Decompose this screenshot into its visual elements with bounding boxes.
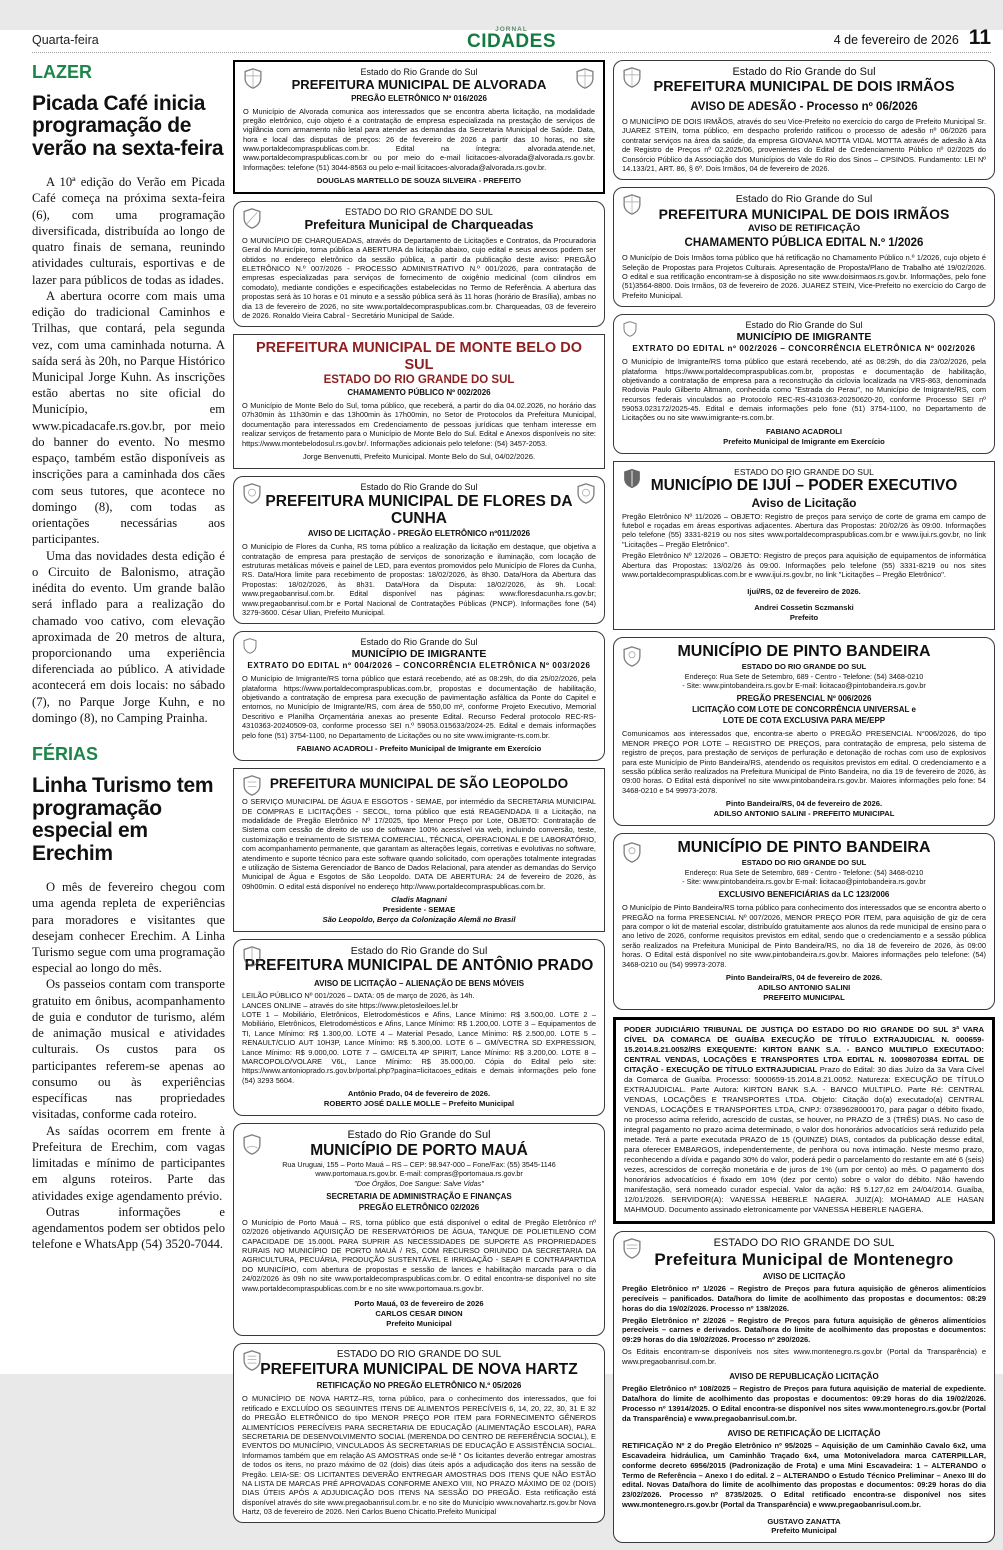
notice-subject: EXTRATO DO EDITAL nº 004/2026 – CONCORRÊNCIA ELETRÔNICA Nº 003/2026	[247, 661, 591, 671]
notice-signer-name: ADILSO ANTONIO SALINI	[757, 982, 851, 992]
notice-state: Estado do Rio Grande do Sul	[347, 1128, 491, 1141]
article-title-picada-cafe: Picada Café inicia programação de verão na sexta-feira	[32, 91, 224, 160]
notice-signer-role: Prefeito Municipal de Imigrante em Exercício	[723, 436, 885, 446]
notice-entity: Prefeitura Municipal de Charqueadas	[304, 216, 534, 232]
coat-of-arms-icon	[623, 646, 641, 667]
notice-place-date: Antônio Prado, 04 de fevereiro de 2026.	[347, 1089, 491, 1099]
notice-flores-da-cunha	[233, 476, 605, 625]
notice-body: O SERVIÇO MUNICIPAL DE ÁGUA E ESGOTOS - SEMAE, por intermédio da SECRETARIA MUNICIPAL DE COMPRAS E LICITAÇÕES - SECOL, torna público que está REAGENDADA II a Licitação, na modalidade de Pregão Eletrônico Nº 17/2025, tipo Menor Preço por Lote, OBJETO: Contratação de Sistema com cessão de direito de uso de software 100% acessível via web, incluindo conversão, teste, customização e treinamento de SISTEMA COMERCIAL, TÉCNICA, OPERACIONAL E DE LABORATÓRIO, com acompanhamento permanente, que garantam as alterações legais, corretivas e evolutivas no software, atendimento e suporte técnico para este software quando solicitado, com operações totalmente integradas e utilização de Sistema Gerenciador de Banco de Dados Relacional, para atender as demandas do Serviço Municipal de Água e Esgotos de São Leopoldo. DATA DE ABERTURA: 24 de fevereiro de 2026, às 09h00min. O edital está disponível no endereço http://www.portaldecompraspublicas.com.br.	[242, 797, 596, 891]
notice-body: O Município de Porto Mauá – RS, torna público que está disponível o edital de Pregão Eletrônico nº 02/2026 objetivando AQUISIÇÃO DE RESERVATÓRIOS DE ÁGUA, TANQUE DE POLIETILENO COM CAPACIDADE DE 15.000L PARA SUPRIR AS NECESSIDADES DE SUPORTE AS PROPRIEDADES RURAIS NO MUNICÍPIO DE PORTO MAUÁ / RS, COM RECURSO ORIUNDO DA SECRETARIA DA AGRICULTURA, PECUÁRIA, PRODUÇÃO SUSTENTÁVEL E IRRIGAÇÃO - SEAPI E CONTRAPARTIDA DO MUNICÍPIO, com abertura de propostas e sessão de lances e habilitação marcada para o dia 24/02/2026 às 09h no site www.portaldecompraspublicas.com.br. O edital encontra-se disponível no site www.portaldecompraspublicas.com.br e no site www.portomaua.rs.gov.br.	[242, 1217, 596, 1293]
notice-subject: Aviso de Licitação	[751, 495, 857, 510]
notice-signer-role: PREFEITO MUNICIPAL	[763, 992, 845, 1002]
notice-signature: DOUGLAS MARTELLO DE SOUZA SILVEIRA - PREFEITO	[316, 176, 522, 186]
section-kicker-ferias: FÉRIAS	[32, 744, 99, 765]
notice-state: ESTADO DO RIO GRANDE DO SUL	[323, 373, 515, 386]
notice-signer-name: CARLOS CESAR DINON	[375, 1308, 463, 1318]
notice-address: Endereço: Rua Sete de Setembro, 689 - Centro - Telefone: (54) 3468-0210	[684, 867, 924, 877]
coat-of-arms-icon	[623, 321, 637, 337]
coat-of-arms-icon	[243, 1350, 261, 1371]
notice-body: O Município de Dois Irmãos torna público que há retificação no Chamamento Público n.º 1/2026, cujo objeto é Seleção de Propostas para Projetos Culturais. Apresentação de Proposta/Plano de Trabalho até 19/02/2026. O edital e sua retificação encontram-se à disposição no site www.doisirmaos.rs.gov.br. Informações, pelo fone (51)3564-8800. Dois Irmãos, 03 de fevereiro de 2026. JUAREZ STEIN, Vice-Prefeito no exercício do Cargo de Prefeito Municipal.	[622, 253, 986, 300]
notice-entity: MUNICÍPIO DE IJUÍ – PODER EXECUTIVO	[650, 476, 958, 494]
notice-entity: Prefeitura Municipal de Montenegro	[654, 1249, 954, 1269]
notice-subject: PREGÃO ELETRÔNICO Nº 016/2026	[351, 93, 487, 103]
notice-imigrante-002	[613, 314, 995, 453]
notice-address: Endereço: Rua Sete de Setembro, 689 - Centro - Telefone: (54) 3468-0210	[684, 671, 924, 681]
notice-signature: Jorge Benvenutti, Prefeito Municipal. Monte Belo do Sul, 04/02/2026.	[302, 451, 536, 461]
notice-subject: AVISO DE LICITAÇÃO - PREGÃO ELETRÔNICO nº011/2026	[307, 529, 531, 539]
notice-signer-role: Presidente - SEMAE	[382, 905, 456, 915]
notice-poder-judiciario	[613, 1017, 995, 1224]
article-paragraph: O mês de fevereiro chegou com uma agenda repleta de experiências para moradores e visitantes que desejam conhecer Erechim. A Linha Turismo segue com uma programação especial ao longo do mês.	[32, 880, 225, 976]
notice-subject: AVISO DE ADESÃO - Processo nº 06/2026	[690, 100, 918, 113]
notice-charqueadas	[233, 201, 605, 327]
notice-subject: LOTE DE COTA EXCLUSIVA PARA ME/EPP	[722, 716, 886, 726]
notice-state: Estado do Rio Grande do Sul	[745, 320, 863, 331]
article-paragraph: Outras informações e agendamentos podem ser obtidos pelo telefone e WhatsApp (54) 3520-7044.	[32, 1204, 225, 1252]
notice-place-date: Pinto Bandeira/RS, 04 de fevereiro de 2026.	[725, 973, 883, 983]
notice-state: ESTADO DO RIO GRANDE DO SUL	[741, 858, 867, 868]
notice-body	[624, 1025, 984, 1215]
notice-signer-role: Prefeito Municipal	[771, 1526, 837, 1536]
notice-entity: MUNICÍPIO DE PINTO BANDEIRA	[677, 838, 931, 856]
page-body	[0, 53, 1003, 1550]
notice-body: O MUNICÍPIO DE NOVA HARTZ–RS, torna público, para o conhecimento dos interessados, que foi retificado e EXCLUÍDO OS SEGUINTES ITENS DE ALIMENTOS PERECÍVEIS 6, 14, 20, 22, 30, 31 E 32 do PREGÃO ELETRÔNICO do tipo MENOR PREÇO POR ITEM para FORNECIMENTO GÊNEROS ALIMENTÍCIOS PERECÍVEIS PARA SECRETARIA DE EDUCAÇÃO (ALIMENTAÇÃO ESCOLAR), PARA SECRETARIA DE DESENVOLVIMENTO SOCIAL (MERENDA DO CENTRO DE REFERÊNCIA SOCIAL), E EVENTOS DO MUNICÍPIO, VINCULADOS ÀS SECRETARIAS DE EDUCAÇÃO E ASSISTÊNCIA SOCIAL. Informamos também que em relação AS AMOSTRAS onde se-lê " Os licitantes deverão entregar amostras de todos os itens, no prazo máximo de 02 (dois) dias úteis após a adjudicação dos itens na sessão de Pregão. LEIA-SE: OS LICITANTES DEVERÃO ENTREGAR AMOSTRAS DOS ITENS QUE NÃO ESTÃO NA LISTA DE MARCAS PRÉ APROVADAS CONFORME ANEXO VIII, NO PRAZO MÁXIMO DE 02 (DOIS) DIAS ÚTEIS APÓS A ADJUDICAÇÃO DOS ITENS NA SESSÃO DO PREGÃO. Esta retificação está disponível através do site www.pregaobanrisul.com.br. e no site do Município www.novahartz.rs.gov.br Nova Hartz, 03 de fevereiro de 2026. Neri Carlos Bueno Chicatto.Prefeito Municipal	[242, 1394, 596, 1517]
notice-note: Os Editais encontram-se disponíveis nos sites www.montenegro.rs.gov.br (Portal da Transparência) e www.pregaobanrisul.com.br.	[622, 1346, 986, 1366]
page-header	[32, 25, 991, 53]
edital-text: Prazo do Edital: 30 dias Juízo da 3a Vara Cível da Comarca de Guaíba. Processo: 5000659-15.2014.8.21.0052. Natureza: EXECUÇÃO DE TÍTULO EXTRAJUDICIAL. Parte Autora: KIRTON BANK S.A. - BANCO MULTIPLO. Parte Ré: CENTRAL VENDAS, LOCAÇÕES E TRANSPORTES LTDA. Objeto: Citação do(a) executado(a) CENTRAL VENDAS, LOCAÇÕES E TRANSPORTES LTDA, CNPJ: 07389628000170, para pagar o débito fixado, no processo acima referido, acrescido de custas, se houver, no PRAZO de 3 (TRÊS) DIAS. No caso de integral pagamento no prazo acima determinado, o valor dos honorários advocatícios será reduzido pela metade. Terá a parte executada PRAZO de 15 (QUINZE) DIAS, contados da publicação desse edital, para oferecer EMBARGOS, independentemente, de penhora ou nova intimação. Neste mesmo prazo, reconhecendo a dívida e pagando 30% do valor, poderá pedir o parcelamento do restante em até 6 (seis) vezes, acrescidos de correção monetária e de juros de 1% (um por cento) ao mês. O pagamento dos honorários advocatícios é fixado em 10% (dez por cento) sobre o valor do débito. Não havendo manifestação, será nomeado curador especial. Valor da ação: R$ 5.127,62 em 24/04/2014. Guaíba, 12/01/2026. SERVIDOR(A): VANESSA HEBERLE NAGERA. JUIZ(A): MOHAMAD ALE HASAN MAHMOUD. Documento assinado eletronicamente por VANESSA HEBERLE NAGERA.	[624, 1064, 984, 1214]
notice-montenegro	[613, 1231, 995, 1544]
coat-of-arms-icon	[623, 1238, 641, 1259]
notice-subject: RETIFICAÇÃO NO PREGÃO ELETRÔNICO N.º 05/2026	[316, 1381, 522, 1391]
coat-of-arms-icon	[577, 483, 595, 504]
notice-body: Comunicamos aos interessados que, encontra-se aberto o PREGÃO PRESENCIAL N°006/2026, do tipo MENOR PREÇO POR LOTE – REGISTRO DE PREÇOS, para contratação de empresa, pelo sistema de registro de preços, para prestação de serviços de perfuração e detonação de rochas com uso de explosivos para este Município de Pinto Bandeira/RS, atendendo os requisitos previstos em edital. O credenciamento e a sessão pública serão realizados na Prefeitura Municipal de Pinto Bandeira, no dia 19 de fevereiro de 2026, às 09:00 horas. O Edital está disponível no site www.pintobandeira.rs.gov.br. Maiores informações pelo fone: 54 3468-0210 e 54 99973-2078.	[622, 729, 986, 795]
notice-subject: AVISO DE LICITAÇÃO – ALIENAÇÃO DE BENS MÓVEIS	[313, 979, 525, 989]
notice-body: O MUNICÍPIO DE CHARQUEADAS, através do Departamento de Licitações e Contratos, da Procuradoria Geral do Município, torna pública a ABERTURA da licitação abaixo, cujo edital e seus anexos podem ser obtidos no endereço eletrônico da sessão pública, a partir da publicação deste aviso: PREGÃO ELETRÔNICO N.º 007/2026 - PROCESSO ADMINISTRATIVO N.º 001/2026, para contratação de empresas especializadas para serviços de fornecimento de oxigênio medicinal (com cilindros em comodato), mediante condições e especificações estabelecidas no Termo de Referência. A abertura das propostas será às 10 horas e 01 minuto e a sessão pública será às 11 horas (horário de Brasília), ambas no dia 13 de fevereiro de 2026, no site www.portaldecompraspublicas.com.br. Charqueadas, 03 de fevereiro de 2026. Ronaldo Vieira Cabral - Secretário Municipal de Saúde.	[242, 235, 596, 320]
notice-state: Estado do Rio Grande do Sul	[360, 637, 478, 648]
notice-place-date: Ijuí/RS, 02 de fevereiro de 2026.	[747, 587, 861, 597]
notice-contact: - Site: www.pintobandeira.rs.gov.br E-mail: licitacao@pintobandeira.rs.gov.br	[682, 681, 926, 691]
notice-pinto-bandeira-007	[613, 833, 995, 1010]
notice-dois-irmaos-retificacao	[613, 187, 995, 307]
notice-entity: PREFEITURA MUNICIPAL DE DOIS IRMÃOS	[653, 78, 955, 95]
notice-entity: MUNICÍPIO DE IMIGRANTE	[351, 648, 487, 661]
notice-state: ESTADO DO RIO GRANDE DO SUL	[713, 1236, 895, 1249]
coat-of-arms-icon	[243, 946, 261, 967]
notice-subject: EXCLUSIVO BENEFICIÁRIAS da LC 123/2006	[718, 890, 890, 900]
notice-subject: AVISO DE RETIFICAÇÃO	[747, 223, 861, 235]
coat-of-arms-icon	[243, 1134, 261, 1155]
coat-of-arms-icon	[576, 68, 594, 89]
notice-item: Pregão Eletrônico nº 1/2026 – Registro de Preços para futura aquisição de gêneros alimentícios perecíveis – panificados. Data/hora do limite de acolhimento das propostas e documentos: 08:29 horas do dia 19/02/2026. Processo nº 138/2026.	[622, 1284, 986, 1313]
notice-entity: PREFEITURA MUNICIPAL DE NOVA HARTZ	[260, 1360, 578, 1378]
notice-signature: ADILSO ANTONIO SALINI - PREFEITO MUNICIPAL	[713, 808, 895, 818]
notice-state: Estado do Rio Grande do Sul	[360, 481, 478, 492]
notice-body: O Município de Alvorada comunica aos interessados que se encontra aberta licitação, na modalidade pregão eletrônico, cujo objeto é a contratação de empresa especializada na prestação de serviços de vigilância com armamento não letal para atender as demandas da Secretaria Municipal de Saúde. Data, hora e local das disputas de preços: 26 de fevereiro de 2026 a partir das 10 horas, no site www.portaldecompraspublicas.com.br. Edital na íntegra: alvorada.atende.net, www.portaldecompraspublicas.com.br ou por meio do e-mail licitacoes-alvorada@alvorada.rs.gov.br. Informações: telefone (51) 3044-8563 ou pelo e-mail licitacoes-alvorada@alvorada.rs.gov.br.	[243, 106, 595, 172]
article-paragraph: As saídas ocorrem em frente à Prefeitura de Erechim, com vagas limitadas e mínimo de participantes em alguns roteiros. Parte das atividades exige agendamento prévio.	[32, 1123, 225, 1203]
notice-porto-maua	[233, 1123, 605, 1336]
notice-nova-hartz	[233, 1343, 605, 1524]
notice-state: ESTADO DO RIO GRANDE DO SUL	[345, 207, 493, 218]
notice-signature: ROBERTO JOSÉ DALLE MOLLE – Prefeito Municipal	[323, 1098, 515, 1108]
edition-date: 4 de fevereiro de 2026	[833, 32, 959, 47]
notice-subject: PREGÃO PRESENCIAL Nº 006/2026	[736, 694, 872, 704]
section-kicker-lazer: LAZER	[32, 61, 92, 82]
notice-signer-name: Andrei Cossetin Sczmanski	[754, 603, 854, 613]
notice-state: Estado do Rio Grande do Sul	[360, 66, 478, 77]
notice-body: O Município de Imigrante/RS torna público que estará recebendo, até as 08:29h, do dia 23/02/2026, pela plataforma https://www.portaldecompraspublicas.com.br, propostas e documentação de habilitação, objetivando a contratação de empresa para a reconstrução da ciclovia localizada na VRS-863, denominada Rodovia Paulo Gilberto Altmann, conhecida como "Estrada do Perau", no Município de Imigrante/RS, com recursos federais vinculados ao Protocolo REC-RS-4310363-20250620-20, conforme Processo SEI nº 59053.023172/2025-45. Edital e demais informações pelo fone (51) 3754-1100, no Departamento de Licitações ou no site www.imigrante-rs.com.br.	[622, 357, 986, 423]
edital-heading: PODER JUDICIÁRIO TRIBUNAL DE JUSTIÇA DO ESTADO DO RIO GRANDE DO SUL 3ª VARA CÍVEL DA COMARCA DE GUAÍBA EXECUÇÃO DE TÍTULO EXTRAJUDICIAL N. 000659-15.2014.8.21.0052/RS EXEQUENTE: KIRTON BANK S.A. - BANCO MULTIPLO EXECUTADO: CENTRAL VENDAS, LOCAÇÕES E TRANSPORTES LTDA EDITAL N. 10098070384 EDITAL DE CITAÇÃO - EXECUÇÃO DE TÍTULO EXTRAJUDICIAL	[624, 1024, 984, 1074]
notice-subject: AVISO DE REPUBLICAÇÃO LICITAÇÃO	[729, 1372, 879, 1382]
notice-department: SECRETARIA DE ADMINISTRAÇÃO E FINANÇAS	[326, 1191, 512, 1201]
weekday-label: Quarta-feira	[32, 32, 99, 47]
notice-sao-leopoldo	[233, 768, 605, 932]
notice-entity: MUNICÍPIO DE PORTO MAUÁ	[310, 1141, 528, 1159]
notice-state: ESTADO DO RIO GRANDE DO SUL	[336, 1348, 502, 1360]
article-paragraph: Uma das novidades desta edição é o Circuito de Balonismo, atração inédita do evento. Um grande balão será inflado para a realização do chamado voo cativo, com elevação aproximada de 20 metros de altura, proporcionando uma experiência diferenciada ao público. A atividade acontecerá em dois locais: no sábado (7), no Parque Jorge Kuhn, e no domingo (8), no Camping Prainha.	[32, 548, 225, 725]
coat-of-arms-icon	[623, 468, 641, 489]
masthead-kicker: JORNAL	[495, 25, 528, 33]
article-paragraph: A 10ª edição do Verão em Picada Café começa na próxima sexta-feira (6), com uma programação diversificada, distribuída ao longo de quatro finais de semana, reunindo atividades culturais, esportivas e de lazer para públicos de todas as idades.	[32, 175, 225, 287]
notice-body: O Município de Flores da Cunha, RS torna público a realização da licitação em destaque, que objetiva a contratação de empresa para prestação de serviços de sonorização e iluminação, com locação de estruturas metálicas móveis e painel de LED, para eventos promovidos pelo Município de Flores da Cunha, RS. Data/Hora limite para recebimento de propostas: 18/02/2026, às 8h30. Data/Hora da Abertura das Propostas: 18/02/2026, às 8h31. Data/Hora da Disputa: 18/02/2026, às 9h. Local: www.pregaobanrisul.com.br. Edital disponível nas páginas: www.floresdacunha.rs.gov.br; www.pregaobanrisul.com.br e Portal Nacional de Contratações Públicas (PNCP). Informações fone (54) 3279-3600. César Ulian, Prefeito Municipal.	[242, 542, 596, 617]
notice-signer-role: Prefeito	[789, 613, 819, 623]
notice-place-date: Porto Mauá, 03 de fevereiro de 2026	[354, 1298, 484, 1308]
notice-entity: MUNICÍPIO DE IMIGRANTE	[736, 331, 872, 344]
notice-entity: PREFEITURA MUNICIPAL DE FLORES DA CUNHA	[265, 492, 573, 528]
notices-column-middle	[233, 60, 605, 1531]
article-paragraph: Os passeios contam com transporte gratuito em ônibus, acompanhamento de guia e condutor de turismo, além de animação musical e atividades culturais. Os custos para os participantes referem-se apenas ao consumo ou às experiências específicas nas propriedades visitadas, conforme cada roteiro.	[32, 977, 225, 1122]
notice-entity: PREFEITURA MUNICIPAL DE DOIS IRMÃOS	[658, 205, 950, 222]
notice-subject: AVISO DE LICITAÇÃO	[762, 1272, 846, 1282]
notice-signer-name: FABIANO ACADROLI	[765, 426, 843, 436]
notice-entity: PREFEITURA MUNICIPAL DE ANTÔNIO PRADO	[244, 957, 594, 975]
notice-contact: - Site: www.pintobandeira.rs.gov.br E-mail: licitacao@pintobandeira.rs.gov.br	[682, 876, 926, 886]
notice-body: Pregão Eletrônico Nº 12/2026 – OBJETO: Registro de preços para aquisição de equipamentos de informática Abertura das Propostas: 13/02/26 às 09:00. Informações pelo telefone (55) 3331-8219 ou nos sites www.portaldecompraspublicas.com.br e www.ijui.rs.gov.br, no link "Licitações – Pregão Eletrônico".	[622, 551, 986, 579]
notice-address: Rua Uruguai, 155 – Porto Mauá – RS – CEP: 98.947-000 – Fone/Fax: (55) 3545-1146	[282, 1159, 556, 1169]
notice-item: Pregão Eletrônico nº 2/2026 – Registro de Preços para futura aquisição de gêneros alimentícios perecíveis – carnes e derivados. Data/hora do limite de acolhimento das propostas e documentos: 09:29 horas do dia 19/02/2026. Processo nº 290/2026.	[622, 1315, 986, 1345]
notice-place-date: Pinto Bandeira/RS, 04 de fevereiro de 2026.	[725, 799, 883, 809]
notice-state: Estado do Rio Grande do Sul	[732, 65, 876, 78]
notice-pinto-bandeira-006	[613, 637, 995, 826]
notice-subject: AVISO DE RETIFICAÇÃO DE LICITAÇÃO	[727, 1429, 881, 1439]
notice-body: O MUNICÍPIO DE DOIS IRMÃOS, através do seu Vice-Prefeito no exercício do cargo de Prefeito Municipal Sr. JUAREZ STEIN, torna público, em despacho proferido ratificou o processo de adesão nº 06/2026 para contratar serviços na área da saúde, da empresa GIOVANA MOTTA VIDAL MOTTA através de adesão à Ata de Registro de Preços nº 02.2025/06, provenientes do Edital de Credenciamento Público nº 02/2025 do Consórcio Público da Associação dos Municípios do Vale do Rio dos Sinos – CPSINOS. Fundamento: LEI Nº 14.133/21, ART. 86, § 6º. Dois Irmãos, 04 de fevereiro de 2026.	[622, 117, 986, 173]
notice-imigrante-004	[233, 631, 605, 760]
notice-signer-role: Prefeito Municipal	[386, 1318, 452, 1328]
notice-alvorada	[233, 60, 605, 194]
masthead	[32, 26, 991, 50]
notice-body: O Município de Monte Belo do Sul, torna público, que receberá, a partir do dia 04.02.2026, no horário das 07h30min às 11h30min e das 13h00min às 17h00min, no Setor de Protocolos da Prefeitura Municipal, documentação para interessados em Credenciamento de pessoas jurídicas que tenham interesse em realizar serviços de fretamento para o Município de Monte Belo do Sul. Edital e Anexos disponíveis no site: https://www.montebelodosul.rs.gov.br/. Informações adicionais pelo telefone: (54) 3457-2053.	[242, 400, 596, 448]
notice-body: LOTE 1 – Mobiliário, Eletrônicos, Eletrodomésticos e Afins, Lance Mínimo: R$ 3.500,00. LOTE 2 – Mobiliário, Eletrônicos, Eletrodomésticos e Afins, Lance Mínimo: R$ 1.200,00. LOTE 3 – Equipamentos de TI, Lance Mínimo: R$ 1.300,00. LOTE 4 – Material Pesado, Lance Mínimo: R$ 2.500,00. LOTE 5 – RENAULT/CLIO AUT 10H3P, Lance Mínimo: R$ 5.300,00. LOTE 6 – GM/VECTRA SD EXPRESSION, Lance Mínimo: R$ 9.000,00. LOTE 7 – GM/CELTA 4P SPIRIT, Lance Mínimo: R$ 3.200,00. LOTE 8 – MARCOPOLO/VOLARE V6L, Lance Mínimo: R$ 35.000,00. Cópia do Edital pelo site: https://www.antonioprado.rs.gov.br/portal.php?pagina=licitacoes_editais e demais informações pelo fone (54) 3293 5604.	[242, 1009, 596, 1085]
notices-column-right	[613, 60, 995, 1550]
coat-of-arms-icon	[243, 638, 257, 654]
notice-body: O Município de Imigrante/RS torna público que estará recebendo, até as 08:29h, do dia 25/02/2026, pela plataforma https://www.portaldecompraspublicas.com.br, propostas e documentação de habilitação, objetivando a contratação de empresa para execução de pavimentação asfáltica da Ponte do Capitel e entornos, no Município de Imigrante/RS, com área de 550,00 m², conforme Projeto Executivo, Memorial Descritivo e Planilha Orçamentária anexas ao presente Edital. Recurso Federal protocolo REC-RS-4310363-20240509-03, conforme processo SEI n.º 59053.015633/2024-25. Edital e demais informações pelo fone (51) 3754-1100, no Departamento de Licitações ou no site www.imigrante-rs.com.br.	[242, 674, 596, 740]
coat-of-arms-icon	[243, 208, 261, 229]
notice-motto: São Leopoldo, Berço da Colonização Alemã no Brasil	[322, 914, 516, 924]
coat-of-arms-icon	[623, 842, 641, 863]
notice-state: ESTADO DO RIO GRANDE DO SUL	[734, 466, 874, 477]
article-paragraph: A abertura ocorre com mais uma edição do tradicional Caminhos e Trilhas, que contará, pela segunda vez, com uma caminhada noturna. A saída será às 20h, no Parque Histórico Municipal Jorge Kuhn. As inscrições estão abertas no site oficial do Município, em www.picadacafe.rs.gov.br, por meio do banner do evento. No mesmo espaço, também estão disponíveis as inscrições para a caminhada dos cães com seus tutores, que acontece no domingo (8), com todas as orientações necessárias aos participantes.	[32, 288, 225, 547]
newspaper-page	[0, 25, 1003, 1536]
notice-antonio-prado	[233, 939, 605, 1116]
page-number: 11	[968, 26, 991, 49]
notice-entity: PREFEITURA MUNICIPAL DE MONTE BELO DO SUL	[256, 340, 582, 374]
notice-item: RETIFICAÇÃO Nº 2 do Pregão Eletrônico nº 95/2025 – Aquisição de um Caminhão Cavalo 6x2, uma Escavadeira hidráulica, um Caminhão Traçado 6x4, uma Motoniveladora marca CATERPILLAR, conforme decreto 6956/2015 (Padronização de Frota) e uma Mini Escavadeira: 1 – ALTERANDO o Termo de Referência – Anexo I do edital. 2 – ALTERANDO o Estudo Técnico Preliminar – Anexo III do edital. Novas Data/hora do limite de acolhimento das propostas e documentos: 09:29 horas do dia 23/02/2026. Processo nº 8735/2025. O Edital retificado encontra-se disponível nos sites www.montenegro.rs.gov.br (Portal da Transparência) e www.pregaobanrisul.com.br.	[622, 1441, 986, 1509]
notice-body: O Município de Pinto Bandeira/RS torna público para conhecimento dos interessados que se encontra aberto o PREGÃO na forma PRESENCIAL Nº 007/2026, MENOR PREÇO POR ITEM, para aquisição de giz de cera para compor o kit de material escolar, distribuído gratuitamente aos alunos da rede municipal de ensino para o ano letivo de 2026, conforme requisitos previstos em edital, sendo que o credenciamento e a sessão pública serão realizados na Prefeitura Municipal de Pinto Bandeira/RS, no dia 18 de fevereiro de 2026, às 09:00 horas. O Edital está disponível no site www.pintobandeira.rs.gov.br. Maiores informações pelo telefone: (54) 3468-0210 ou (54) 99973-2078.	[622, 903, 987, 969]
notice-signer-name: Cladis Magnani	[391, 895, 447, 905]
notice-state: Estado do Rio Grande do Sul	[350, 944, 488, 957]
notice-entity: MUNICÍPIO DE PINTO BANDEIRA	[677, 642, 931, 660]
notice-body: Pregão Eletrônico Nº 11/2026 – OBJETO: Registro de preços para serviço de corte de grama em campo de futebol e roçadas em áreas esportivas adjacentes. Abertura das Propostas: 20/02/26 às 09:00. Informações pelo telefone (55) 3331-8219 ou nos sites www.portaldecompraspublicas.com.br e www.ijui.rs.gov.br, no link "Licitações – Pregão Eletrônico".	[622, 511, 986, 549]
coat-of-arms-icon	[243, 483, 261, 504]
notice-subject: CHAMAMENTO PÚBLICO Nº 002/2026	[347, 387, 491, 397]
notice-state: Estado do Rio Grande do Sul	[735, 193, 873, 206]
notice-subject: LICITAÇÃO COM LOTE DE CONCORRÊNCIA UNIVERSAL e	[692, 705, 916, 715]
notice-signature: FABIANO ACADROLI - Prefeito Municipal de Imigrante em Exercício	[296, 743, 542, 753]
notice-motto: "Doe Órgãos, Doe Sangue: Salve Vidas"	[354, 1178, 484, 1188]
notice-item: Pregão Eletrônico nº 108/2025 – Registro de Preços para futura aquisição de material de expediente. Data/hora do limite de acolhimento das propostas e documentos: 09:29 horas do dia 19/02/2026. Processo nº 13914/2025. O Edital encontra-se disponível nos sites www.montenegro.rs.gov.br (Portal da Transparência) e www.pregaobanrisul.com.br.	[622, 1384, 986, 1423]
notice-entity: PREFEITURA MUNICIPAL DE ALVORADA	[291, 76, 547, 92]
notice-entity: PREFEITURA MUNICIPAL DE SÃO LEOPOLDO	[269, 775, 569, 791]
masthead-title: CIDADES	[466, 30, 556, 52]
coat-of-arms-icon	[243, 775, 261, 796]
notice-auction-line: LANCES ONLINE – através do site https://www.pletosleiloes.lel.br	[242, 1000, 459, 1010]
notice-ijui	[613, 461, 995, 630]
notice-subject: PREGÃO ELETRÔNICO 02/2026	[358, 1202, 480, 1212]
editorial-column	[32, 60, 225, 1253]
notice-auction-line: LEILÃO PÚBLICO Nº 001/2026 – DATA: 05 de março de 2026, às 14h.	[242, 991, 475, 1001]
notice-signer-name: GUSTAVO ZANATTA	[767, 1516, 841, 1526]
notice-dois-irmaos-adesao	[613, 60, 995, 181]
coat-of-arms-icon	[623, 67, 641, 88]
notice-subject: EXTRATO DO EDITAL nº 002/2026 – CONCORRÊNCIA ELETRÔNICA Nº 002/2026	[632, 344, 976, 354]
coat-of-arms-icon	[623, 194, 641, 215]
notice-contact: www.portomaua.rs.gov.br. E-mail: compras@portomaua.rs.gov.br	[315, 1169, 523, 1179]
notice-state: ESTADO DO RIO GRANDE DO SUL	[741, 662, 867, 672]
notice-subject: CHAMAMENTO PÚBLICA EDITAL N.º 1/2026	[684, 236, 924, 249]
article-title-linha-turismo: Linha Turismo tem programação especial em Erechim	[32, 774, 214, 865]
notice-monte-belo	[233, 334, 605, 468]
coat-of-arms-icon	[244, 68, 262, 89]
